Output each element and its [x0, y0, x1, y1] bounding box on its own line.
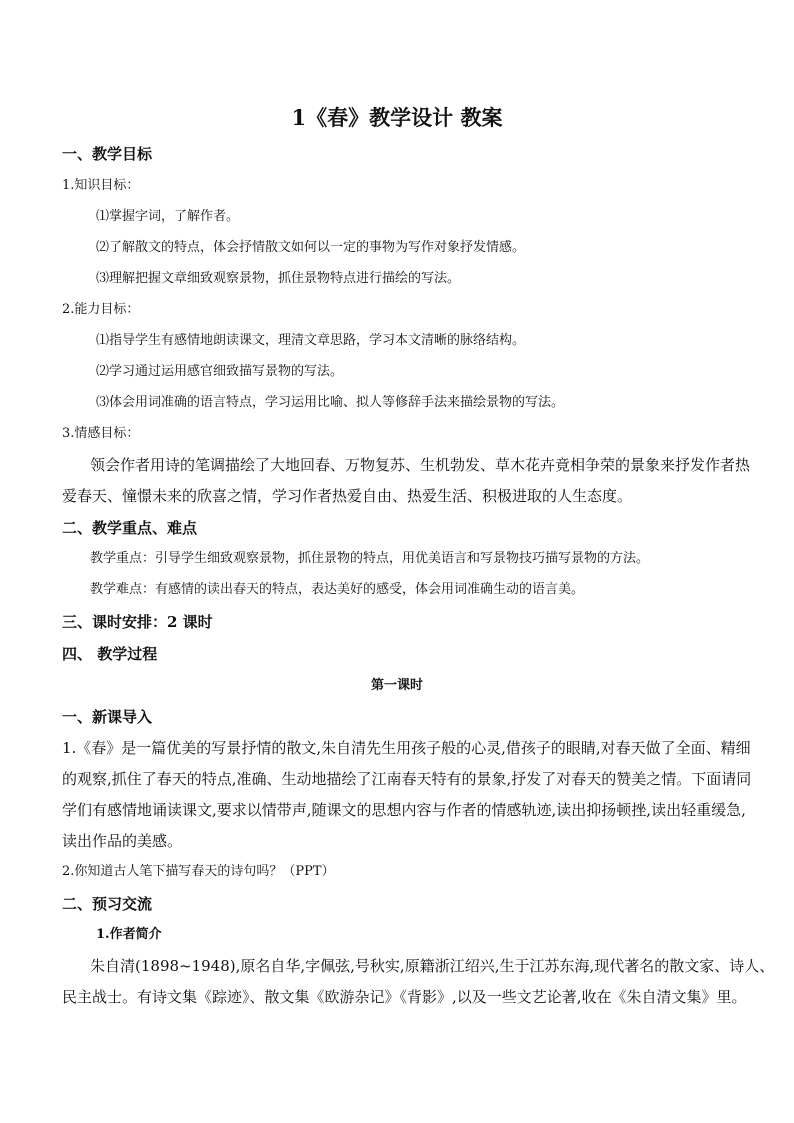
section-heading-key-points: 二、教学重点、难点 — [62, 519, 198, 537]
emotion-goal-line-2: 爱春天、憧憬未来的欣喜之情，学习作者热爱自由、热爱生活、积极进取的人生态度。 — [62, 487, 633, 505]
intro-question-2: 2.你知道古人笔下描写春天的诗句吗？（PPT） — [62, 864, 335, 879]
knowledge-goals-heading: 1.知识目标： — [62, 178, 140, 193]
section-heading-objectives: 一、教学目标 — [62, 145, 153, 163]
author-intro-line-2: 民主战士。有诗文集《踪迹》、散文集《欧游杂记》《背影》,以及一些文艺论著,收在《朱自清文集》里。 — [62, 988, 747, 1006]
teaching-focus: 教学重点：引导学生细致观察景物，抓住景物的特点，用优美语言和写景物技巧描写景物的方法。 — [90, 551, 650, 566]
section-heading-process: 四、 教学过程 — [62, 645, 158, 663]
emotion-goals-heading: 3.情感目标： — [62, 426, 140, 441]
preview-exchange-heading: 二、预习交流 — [62, 895, 153, 913]
ability-goal-2: ⑵学习通过运用感官细致描写景物的写法。 — [96, 364, 344, 379]
page-title: 1《春》教学设计 教案 — [291, 105, 503, 130]
ability-goal-1: ⑴指导学生有感情地朗读课文，理清文章思路，学习本文清晰的脉络结构。 — [96, 333, 526, 348]
teaching-difficulty: 教学难点：有感情的读出春天的特点，表达美好的感受，体会用词准确生动的语言美。 — [90, 582, 585, 597]
intro-paragraph-line-1: 1.《春》是一篇优美的写景抒情的散文,朱自清先生用孩子般的心灵,借孩子的眼睛,对春天做了全面、精细 — [62, 739, 751, 757]
intro-paragraph-line-4: 读出作品的美感。 — [62, 832, 183, 850]
author-intro-line-1: 朱自清(1898~1948),原名自华,字佩弦,号秋实,原籍浙江绍兴,生于江苏东海,现代著名的散文家、诗人、 — [90, 957, 775, 975]
knowledge-goal-3: ⑶理解把握文章细致观察景物，抓住景物特点进行描绘的写法。 — [96, 271, 461, 286]
emotion-goal-line-1: 领会作者用诗的笔调描绘了大地回春、万物复苏、生机勃发、草木花卉竟相争荣的景象来抒发作者热 — [90, 456, 751, 474]
new-lesson-intro-heading: 一、新课导入 — [62, 708, 153, 726]
lesson-one-heading: 第一课时 — [370, 678, 423, 693]
ability-goal-3: ⑶体会用词准确的语言特点，学习运用比喻、拟人等修辞手法来描绘景物的写法。 — [96, 395, 565, 410]
knowledge-goal-2: ⑵了解散文的特点，体会抒情散文如何以一定的事物为写作对象抒发情感。 — [96, 240, 526, 255]
author-intro-heading: 1.作者简介 — [96, 927, 162, 942]
intro-paragraph-line-3: 学们有感情地诵读课文,要求以情带声,随课文的思想内容与作者的情感轨迹,读出抑扬顿挫,读出轻重缓急, — [62, 801, 746, 819]
intro-paragraph-line-2: 的观察,抓住了春天的特点,准确、生动地描绘了江南春天特有的景象,抒发了对春天的赞美之情。下面请同 — [62, 770, 752, 788]
section-heading-schedule: 三、课时安排：2 课时 — [62, 613, 213, 631]
knowledge-goal-1: ⑴掌握字词，了解作者。 — [96, 209, 240, 224]
ability-goals-heading: 2.能力目标： — [62, 302, 140, 317]
